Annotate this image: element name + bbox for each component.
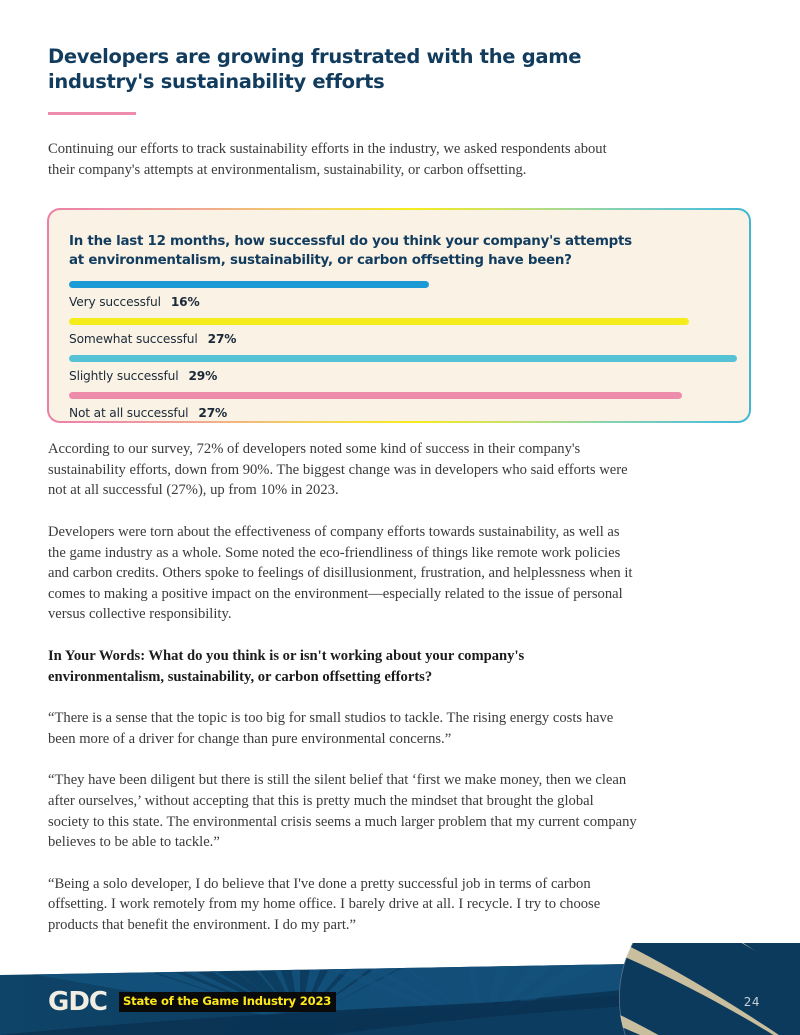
bar-row bbox=[69, 318, 729, 346]
bar-row bbox=[69, 281, 729, 309]
bar-row bbox=[69, 355, 729, 383]
page-title: Developers are growing frustrated with the game industry's sustainability efforts bbox=[48, 45, 582, 93]
survey-summary-paragraph: According to our survey, 72% of developers noted some kind of success in their company's sustainability efforts, down from 90%. The biggest change was in developers who said efforts were not at all successful (27%), up from 10% in 2023. bbox=[48, 441, 628, 499]
quote-3: “Being a solo developer, I do believe that I've done a pretty successful job in terms of carbon offsetting. I work remotely from my home office. I barely drive at all. I recycle. I try to choose products that benefit the environment. I do my part.” bbox=[48, 875, 601, 933]
page-footer bbox=[0, 943, 800, 1035]
bar-category-name: Somewhat successful bbox=[69, 332, 198, 346]
bar-value-label: 27% bbox=[207, 332, 237, 346]
page-number: 24 bbox=[743, 995, 760, 1009]
gdc-wordmark: GDC bbox=[48, 987, 108, 1017]
bar-value-label: 27% bbox=[198, 406, 228, 420]
chart-card-border bbox=[47, 208, 751, 423]
quote-1: “There is a sense that the topic is too big for small studios to tackle. The rising energy costs have been more of a driver for change than pure environmental concerns.” bbox=[48, 710, 614, 747]
footer-tagline: State of the Game Industry 2023 bbox=[119, 992, 336, 1011]
chart-question-title: In the last 12 months, how successful do you think your company's attempts at environmentalism, sustainability, or carbon offsetting have been? bbox=[69, 234, 632, 268]
intro-paragraph: Continuing our efforts to track sustainability efforts in the industry, we asked respondents about their company's attempts at environmentalism, sustainability, or carbon offsetting. bbox=[48, 141, 607, 178]
gdc-logo bbox=[48, 989, 336, 1015]
bar-fill bbox=[69, 392, 682, 399]
in-your-words-heading: In Your Words: What do you think is or isn't working about your company's environmentalism, sustainability, or carbon offsetting efforts? bbox=[48, 647, 525, 685]
bar-category-name: Very successful bbox=[69, 295, 161, 309]
bar-row bbox=[69, 392, 729, 420]
bar-value-label: 29% bbox=[188, 369, 218, 383]
bar-category-name: Slightly successful bbox=[69, 369, 179, 383]
bar-label bbox=[69, 332, 729, 346]
bar-fill bbox=[69, 281, 429, 288]
bar-fill bbox=[69, 355, 737, 362]
bar-label bbox=[69, 406, 729, 420]
content-column bbox=[48, 44, 648, 956]
bar-value-label: 16% bbox=[170, 295, 200, 309]
title-divider-rule bbox=[48, 112, 136, 115]
bar-label bbox=[69, 295, 729, 309]
bar-category-name: Not at all successful bbox=[69, 406, 189, 420]
developer-sentiment-paragraph: Developers were torn about the effectiveness of company efforts towards sustainability, as well as the game industry as a whole. Some noted the eco-friendliness of things like remote work policies and carbon credits. Others spoke to feelings of disillusionment, frustration, and helplessness when it comes to making a positive impact on the environment—especially related to the issue of personal versus collective responsibility. bbox=[48, 523, 633, 623]
bar-fill bbox=[69, 318, 689, 325]
quote-2: “They have been diligent but there is still the silent belief that ‘first we make money, then we clean after ourselves,’ without accepting that this is pretty much the mindset that brought the global society to this state. The environmental crisis seems a much larger problem that my current company believes to be able to tackle.” bbox=[48, 772, 637, 851]
bar-label bbox=[69, 369, 729, 383]
bar-chart bbox=[69, 281, 729, 420]
chart-card bbox=[49, 210, 749, 421]
